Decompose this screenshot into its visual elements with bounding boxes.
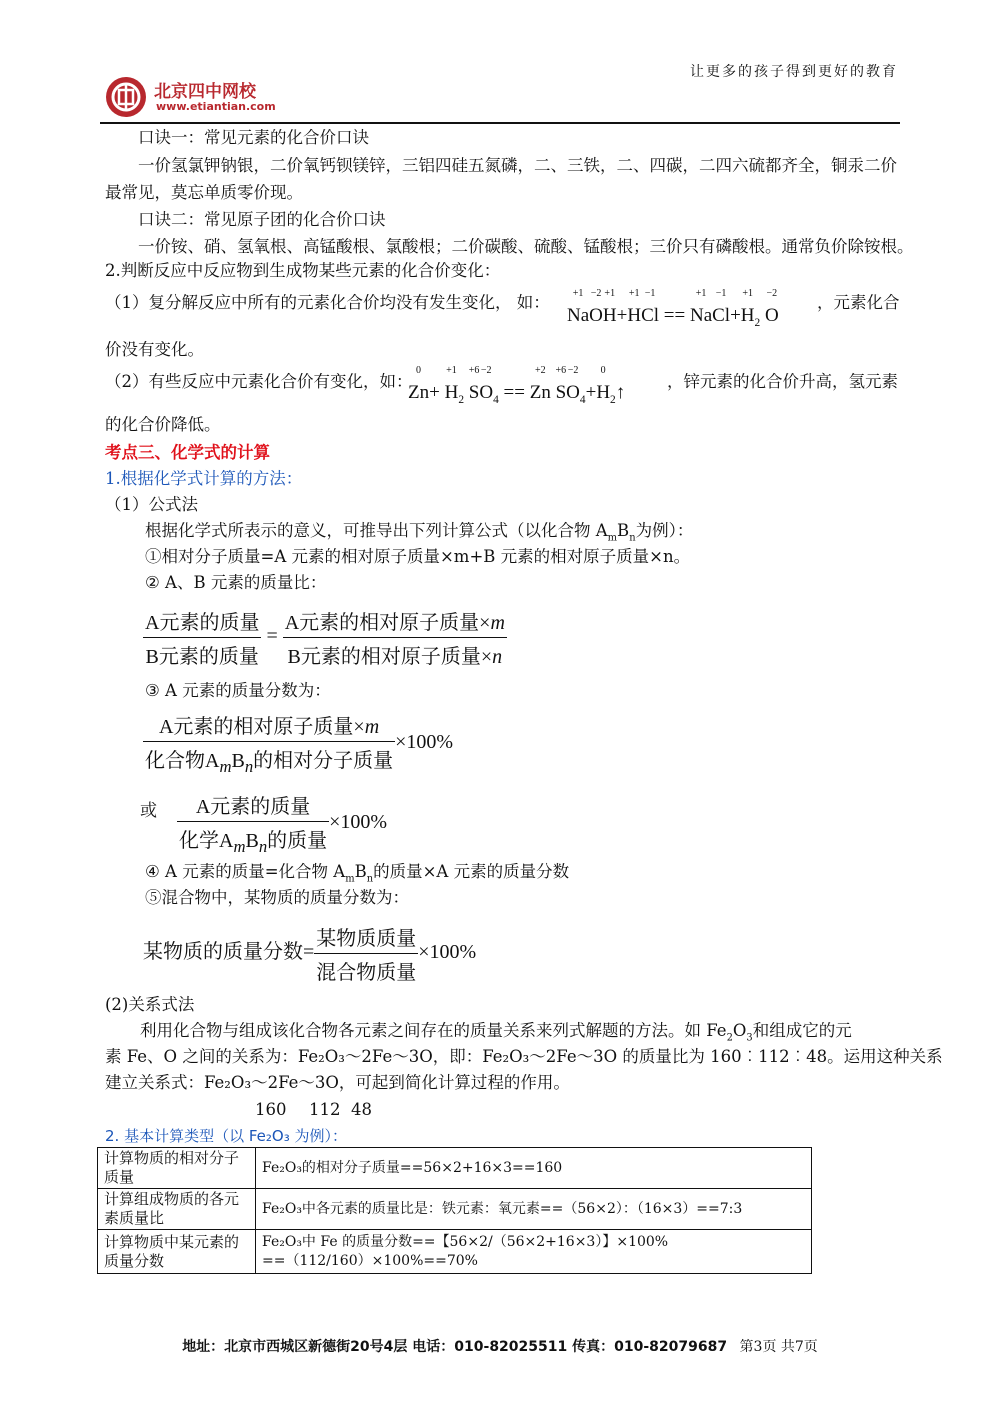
times-100-percent: ×100% <box>395 731 454 754</box>
subscript: 4 <box>493 393 499 406</box>
val-h: 0 <box>600 365 606 376</box>
val-o: −2 <box>480 365 492 376</box>
val-na: +1 <box>572 288 584 299</box>
el-cl: Cl <box>641 305 660 326</box>
val-h: +1 <box>604 288 616 299</box>
relation-line-1: 利用化合物与组成该化合物各元素之间存在的质量关系来列式解题的方法。如 $Fe_2O_3$和组成它的元 <box>140 1021 852 1044</box>
subsection-2-title: 2. 基本计算类型（以 Fe₂O₃ 为例）： <box>105 1127 347 1145</box>
mnemonic-2-title: 口诀二：常见原子团的化合价口诀 <box>138 210 386 229</box>
formula-left: 某物质的质量分数 <box>143 941 303 964</box>
formula-item-2: ② A、B 元素的质量比： <box>145 573 327 592</box>
fraction-numerator: A元素的相对原子质量×m <box>143 710 395 742</box>
plus-sign: + <box>616 305 628 326</box>
formula-item-3: ③ A 元素的质量分数为： <box>145 681 331 700</box>
example-1-after: ，元素化合 <box>817 293 900 312</box>
plus-sign: + <box>585 382 597 403</box>
formula-item-4: ④ A 元素的质量=化合物 $A_mB_n$的质量×A 元素的质量分数 <box>145 862 570 885</box>
logo-name: 北京四中网校 <box>154 82 256 102</box>
table-row <box>98 1230 812 1274</box>
el-na: Na <box>567 305 590 326</box>
mnemonic-2-line1: 一价铵、硝、氢氧根、高锰酸根、氯酸根；二价碳酸、硫酸、锰酸根；三价只有磷酸根。通常负价除铵根。 <box>138 237 914 256</box>
equals-sign: = <box>303 941 315 964</box>
ratio-numerator-left: A元素的质量 <box>143 606 261 638</box>
formula-item-5: ⑤混合物中，某物质的质量分数为： <box>145 888 409 907</box>
footer <box>0 1336 1000 1356</box>
ratio-numerator-right: A元素的相对原子质量×m <box>283 606 507 638</box>
val-o: −2 <box>766 288 778 299</box>
table-row <box>98 1148 812 1189</box>
relation-line-3: 建立关系式：Fe₂O₃～2Fe～3O，可起到简化计算过程的作用。 <box>105 1073 570 1092</box>
subscript: 2 <box>754 316 761 329</box>
el-h: H <box>602 305 617 326</box>
el-na: Na <box>689 305 713 326</box>
val-h: +1 <box>628 288 640 299</box>
formula-intro: 根据化学式所表示的意义，可推导出下列计算公式（以化合物 $A_mB_n$为例）： <box>145 521 694 544</box>
or-label: 或 <box>140 801 157 821</box>
val-o: −2 <box>590 288 602 299</box>
example-1-text: （1）复分解反应中所有的元素化合价均没有发生变化， 如： <box>105 293 550 312</box>
header <box>100 55 900 125</box>
calc-line: Fe₂O₃中 Fe 的质量分数==【56×2/（56×2+16×3）】×100% <box>262 1233 669 1250</box>
subscript: 2 <box>458 393 465 406</box>
val-na: +1 <box>695 288 707 299</box>
plus-sign: + <box>429 382 440 403</box>
header-rule <box>100 122 900 124</box>
example-2-after: ，锌元素的化合价升高，氢元素 <box>667 372 898 391</box>
el-o: O <box>589 305 603 326</box>
table-cell-calc <box>256 1230 812 1274</box>
formula-item-1: ①相对分子质量=A 元素的相对原子质量×m+B 元素的相对原子质量×n。 <box>145 547 691 566</box>
logo <box>104 73 284 123</box>
logo-emblem-icon <box>104 75 148 119</box>
relation-method-heading: (2)关系式法 <box>105 995 195 1014</box>
relation-line-2: 素 Fe、O 之间的关系为：Fe₂O₃～2Fe～3O，即：Fe₂O₃～2Fe～3O 的质量比为 160︰112︰48。运用这种关系 <box>105 1047 943 1066</box>
equation-neutralization <box>567 288 779 329</box>
table-cell-calc: Fe₂O₃中各元素的质量比是：铁元素：氧元素==（56×2）：（16×3）==7:3 <box>256 1189 812 1230</box>
mass-fraction-formula <box>143 710 453 777</box>
equation-zinc-acid <box>408 365 626 406</box>
val-s: +6 <box>468 365 480 376</box>
el-cl: Cl <box>712 305 731 326</box>
subscript: 4 <box>579 393 586 406</box>
equals-sign: == <box>663 305 686 326</box>
equals-sign: = <box>266 625 278 648</box>
mnemonic-1-line1: 一价氢氯钾钠银，二价氧钙钡镁锌，三铝四硅五氮磷，二、三铁，二、四碳，二四六硫都齐全，铜汞二价 <box>138 156 897 175</box>
formula-method-heading: （1）公式法 <box>105 495 198 514</box>
el-s: S <box>555 382 567 403</box>
relation-mass-160: 160 <box>255 1100 287 1119</box>
val-h: +1 <box>742 288 753 299</box>
section-3-title: 考点三、化学式的计算 <box>105 443 270 462</box>
relation-mass-112: 112 <box>309 1100 341 1119</box>
table-cell-type: 计算物质中某元素的质量分数 <box>98 1230 256 1274</box>
logo-url: www.etiantian.com <box>156 100 276 113</box>
header-slogan: 让更多的孩子得到更好的教育 <box>690 64 898 80</box>
fraction-denominator: 化合物$A_mB_n$的相对分子质量 <box>145 750 394 776</box>
relation-mass-48: 48 <box>351 1100 372 1119</box>
el-o: O <box>566 382 580 403</box>
el-s: S <box>468 382 480 403</box>
example-2-text: （2）有些反应中元素化合价有变化，如： <box>105 372 413 391</box>
subsection-1-title: 1.根据化学式计算的方法： <box>105 469 303 488</box>
example-1-tail: 价没有变化。 <box>105 340 204 359</box>
gas-arrow-icon: ↑ <box>615 382 626 403</box>
val-cl: −1 <box>715 288 727 299</box>
el-h: H <box>596 382 611 403</box>
subscript: 2 <box>610 393 616 406</box>
val-zn: +2 <box>534 365 546 376</box>
val-cl: −1 <box>644 288 656 299</box>
table-cell-calc: Fe₂O₃的相对分子质量==56×2+16×3==160 <box>256 1148 812 1189</box>
el-h: H <box>627 305 642 326</box>
el-h: H <box>740 305 755 326</box>
val-o: −2 <box>567 365 579 376</box>
table-cell-type: 计算组成物质的各元素质量比 <box>98 1189 256 1230</box>
el-o: O <box>764 305 779 326</box>
el-o: O <box>479 382 494 403</box>
mixture-fraction-formula <box>143 922 476 985</box>
fraction-denominator: 化学$A_mB_n$的质量 <box>179 830 328 856</box>
ratio-denominator-right: B元素的相对原子质量×n <box>287 646 503 668</box>
calc-line: ==（112/160）×100%==70% <box>262 1252 478 1269</box>
footer-address: 地址：北京市西城区新德街20号4层 电话：010-82025511 传真：010-82079687 <box>182 1339 728 1355</box>
el-zn: Zn <box>408 382 430 403</box>
mnemonic-1-title: 口诀一：常见元素的化合价口诀 <box>138 128 369 147</box>
val-h: +1 <box>446 365 457 376</box>
point-2-heading: 2.判断反应中反应物到生成物某些元素的化合价变化： <box>105 261 501 280</box>
times-100-percent: ×100% <box>418 941 477 964</box>
el-zn: Zn <box>529 382 551 403</box>
val-s: +6 <box>555 365 567 376</box>
example-2-tail: 的化合价降低。 <box>105 415 221 434</box>
ratio-denominator-left: B元素的质量 <box>145 646 259 668</box>
calculation-types-table <box>97 1147 812 1274</box>
mass-ratio-formula <box>143 606 507 669</box>
table-row <box>98 1189 812 1230</box>
mnemonic-1-line2: 最常见，莫忘单质零价现。 <box>105 183 303 202</box>
equals-sign: == <box>503 382 525 403</box>
val-zn: 0 <box>416 365 422 376</box>
fraction-denominator: 混合物质量 <box>316 962 417 984</box>
table-cell-type: 计算物质的相对分子质量 <box>98 1148 256 1189</box>
mass-fraction-formula-alt <box>177 790 387 857</box>
el-h: H <box>444 382 459 403</box>
footer-page: 第3页 共7页 <box>739 1339 818 1355</box>
fraction-numerator: 某物质质量 <box>314 922 418 954</box>
times-100-percent: ×100% <box>329 811 388 834</box>
plus-sign: + <box>730 305 741 326</box>
fraction-numerator: A元素的质量 <box>177 790 329 822</box>
